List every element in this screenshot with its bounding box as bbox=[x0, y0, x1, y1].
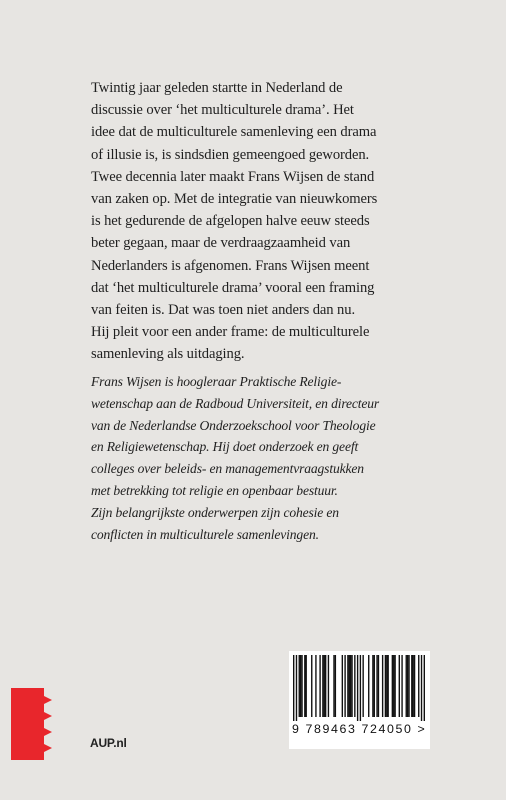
bio-line: Frans Wijsen is hoogleraar Praktische Religie- bbox=[91, 374, 342, 389]
barcode-bar bbox=[347, 655, 348, 717]
bio-line: Zijn belangrijkste onderwerpen zijn cohesie en bbox=[91, 504, 339, 520]
blurb-line: beter gegaan, maar de verdraagzaamheid van bbox=[91, 235, 351, 252]
barcode-guard-bar bbox=[360, 655, 361, 721]
publisher-name[interactable]: AUP.nl bbox=[90, 736, 127, 750]
barcode-bar bbox=[408, 655, 409, 717]
logo-red-shape bbox=[11, 688, 52, 760]
barcode-bar bbox=[418, 655, 419, 717]
barcode-bar bbox=[333, 655, 334, 717]
barcode-guard-bar bbox=[357, 655, 358, 721]
blurb-line: samenleving als uitdaging. bbox=[91, 346, 245, 363]
barcode-bar bbox=[306, 655, 307, 717]
bio-line: colleges over beleids- en managementvraagstukken bbox=[91, 461, 364, 477]
aup-logo-icon bbox=[11, 688, 55, 760]
bio-line: en Religiewetenschap. Hij doet onderzoek en geeft bbox=[91, 439, 359, 455]
barcode-bar bbox=[351, 655, 352, 717]
barcode-bar bbox=[386, 655, 387, 717]
blurb-line: of illusie is, is sindsdien gemeengoed geworden. bbox=[91, 146, 370, 163]
barcode-bar bbox=[393, 655, 394, 717]
blurb-line: is het gedurende de afgelopen halve eeuw steeds bbox=[91, 213, 370, 230]
bio-line: van de Nederlandse Onderzoekschool voor Theologie bbox=[91, 417, 376, 433]
barcode-bar bbox=[412, 655, 413, 717]
barcode-bar bbox=[399, 655, 400, 717]
barcode-bar bbox=[342, 655, 343, 717]
barcode-bar bbox=[319, 655, 320, 717]
barcode-bar bbox=[385, 655, 386, 717]
barcode-bar bbox=[414, 655, 415, 717]
barcode-bar bbox=[407, 655, 408, 717]
barcode-bar bbox=[300, 655, 301, 717]
barcode-bar bbox=[335, 655, 336, 717]
blurb-line: dat ‘het multiculturele drama’ vooral een framing bbox=[91, 279, 375, 296]
blurb-line: idee dat de multiculturele samenleving een drama bbox=[91, 124, 377, 141]
barcode-bar bbox=[368, 655, 369, 717]
bio-line: conflicten in multiculturele samenlevingen. bbox=[91, 526, 319, 542]
barcode-bar bbox=[374, 655, 375, 717]
bio-line: wetenschap aan de Radboud Universiteit, en directeur bbox=[91, 395, 380, 411]
barcode-bar bbox=[382, 655, 383, 717]
barcode-bar bbox=[328, 655, 329, 717]
barcode-bar bbox=[299, 655, 300, 717]
blurb-line: Twintig jaar geleden startte in Nederland de bbox=[91, 80, 343, 96]
barcode-bar bbox=[301, 655, 302, 717]
barcode-bar bbox=[372, 655, 373, 717]
barcode-bar bbox=[362, 655, 363, 717]
barcode-bar bbox=[349, 655, 350, 717]
blurb-line: discussie over ‘het multiculturele drama’. Het bbox=[91, 102, 354, 119]
barcode-bar bbox=[354, 655, 355, 717]
blurb-line: Hij pleit voor een ander frame: de multiculturele bbox=[91, 324, 370, 341]
barcode-bar bbox=[394, 655, 395, 717]
barcode-bar bbox=[411, 655, 412, 717]
barcode-bar bbox=[376, 655, 377, 717]
barcode-guard-bar bbox=[421, 655, 422, 721]
barcode-bar bbox=[344, 655, 345, 717]
barcode-guard-bar bbox=[424, 655, 425, 721]
isbn-digits: 9 789463 724050 bbox=[292, 722, 413, 736]
barcode-bars bbox=[293, 655, 425, 721]
barcode-bar bbox=[387, 655, 388, 717]
barcode-bar bbox=[315, 655, 316, 717]
blurb-line: Twee decennia later maakt Frans Wijsen de stand bbox=[91, 168, 375, 185]
blurb-line: van feiten is. Dat was toen niet anders dan nu. bbox=[91, 302, 355, 319]
blurb-line: van zaken op. Met de integratie van nieuwkomers bbox=[91, 191, 378, 208]
barcode-bar bbox=[311, 655, 312, 717]
barcode-bar bbox=[378, 655, 379, 717]
barcode-guard-bar bbox=[296, 655, 297, 721]
isbn-barcode bbox=[289, 651, 430, 749]
barcode-bar bbox=[304, 655, 305, 717]
blurb-line: Nederlanders is afgenomen. Frans Wijsen meent bbox=[91, 257, 370, 274]
bio-line: met betrekking tot religie en openbaar bestuur. bbox=[91, 482, 338, 498]
barcode-bar bbox=[324, 655, 325, 717]
barcode-bar bbox=[322, 655, 323, 717]
isbn-arrow: > bbox=[417, 722, 427, 736]
barcode-bar bbox=[350, 655, 351, 717]
barcode-bar bbox=[406, 655, 407, 717]
barcode-guard-bar bbox=[293, 655, 294, 721]
author-bio bbox=[91, 371, 421, 545]
blurb-text bbox=[91, 77, 421, 366]
barcode-bar bbox=[325, 655, 326, 717]
barcode-bar bbox=[392, 655, 393, 717]
isbn-number bbox=[292, 722, 429, 736]
barcode-bar bbox=[401, 655, 402, 717]
